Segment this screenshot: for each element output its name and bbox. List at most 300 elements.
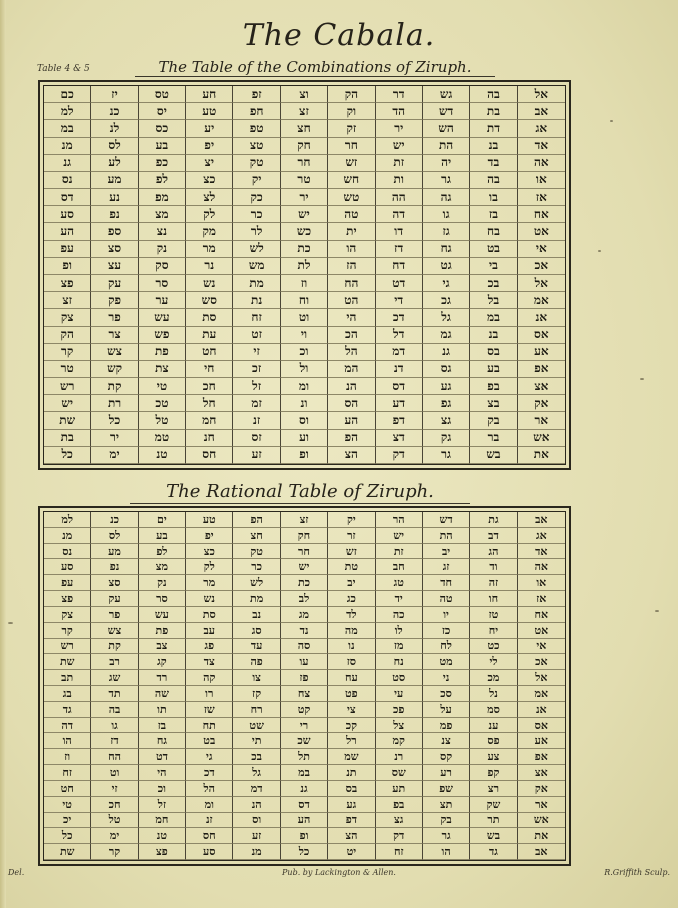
table-cell: פצ (44, 591, 91, 607)
table-cell: חס (186, 447, 233, 464)
table-cell: בס (328, 781, 375, 797)
table-cell: אג (518, 120, 565, 137)
table-cell: גח (139, 733, 186, 749)
table-cell: הט (328, 292, 375, 309)
table-cell: בפ (376, 797, 423, 813)
table-cell: גנ (423, 344, 470, 361)
table-cell: אה (518, 559, 565, 575)
table-cell: אש (518, 813, 565, 829)
table-cell: וכ (281, 344, 328, 361)
table-cell: אב (518, 103, 565, 120)
table-cell: ספ (91, 223, 138, 240)
table-cell: שמ (328, 749, 375, 765)
table-cell: הד (376, 103, 423, 120)
table-cell: גר (423, 172, 470, 189)
table-cell: חר (328, 138, 375, 155)
table-cell: זס (233, 430, 280, 447)
table-cell: חר (281, 155, 328, 172)
table-cell: דש (423, 103, 470, 120)
table-cell: טכ (139, 395, 186, 412)
table-cell: חצ (281, 120, 328, 137)
table-cell: בה (470, 86, 517, 103)
table-cell: גד (470, 844, 517, 860)
table-cell: דל (376, 327, 423, 344)
table-cell: חו (470, 591, 517, 607)
table-cell: רי (281, 718, 328, 734)
table-cell: קת (91, 639, 138, 655)
table-cell: עפ (44, 575, 91, 591)
table-cell: קז (233, 686, 280, 702)
table-cell: אמ (518, 292, 565, 309)
table-cell: לי (470, 654, 517, 670)
table-cell: לר (233, 223, 280, 240)
table-cell: עק (91, 275, 138, 292)
table-cell: זנ (233, 412, 280, 429)
table-cell: אח (518, 607, 565, 623)
table-cell: תי (233, 733, 280, 749)
table-cell: רת (91, 395, 138, 412)
table-cell: טי (139, 378, 186, 395)
table-cell: בת (44, 430, 91, 447)
table-cell: אנ (518, 702, 565, 718)
table-cell: כר (233, 206, 280, 223)
table-cell: אצ (518, 765, 565, 781)
table-cell: טע (186, 103, 233, 120)
table-cell: בט (186, 733, 233, 749)
table-cell: בו (470, 189, 517, 206)
table-cell: סג (233, 623, 280, 639)
table-cell: ני (423, 670, 470, 686)
table-cell: צל (376, 718, 423, 734)
table-cell: דק (376, 447, 423, 464)
table-cell: או (518, 172, 565, 189)
table-cell: צנ (423, 733, 470, 749)
table-cell: סע (44, 206, 91, 223)
table-cell: גט (423, 258, 470, 275)
table-cell: פז (281, 670, 328, 686)
table-cell: גת (470, 512, 517, 528)
table-cell: פצ (44, 275, 91, 292)
table-cell: שת (44, 654, 91, 670)
table-cell: חט (186, 344, 233, 361)
table-cell: יפ (186, 528, 233, 544)
table-cell: כצ (186, 172, 233, 189)
table-cell: קה (186, 670, 233, 686)
table-cell: במ (281, 765, 328, 781)
table-cell: זע (233, 828, 280, 844)
table-cell: כל (281, 844, 328, 860)
table-cell: בט (470, 241, 517, 258)
table2-title: The Rational Table of Ziruph. (130, 481, 470, 504)
table-cell: הק (328, 86, 375, 103)
table-cell: לס (91, 138, 138, 155)
table-cell: נס (44, 172, 91, 189)
table-cell: לב (281, 591, 328, 607)
table-cell: שת (44, 844, 91, 860)
table-cell: כה (376, 607, 423, 623)
table-cell: יר (376, 120, 423, 137)
table-cell: יש (376, 528, 423, 544)
table-cell: פק (91, 292, 138, 309)
footer-engraver: R.Griffith Sculp. (604, 868, 670, 877)
table-cell: גי (186, 749, 233, 765)
table-cell: כט (470, 639, 517, 655)
table-cell: טה (328, 206, 375, 223)
table-cell: פכ (376, 702, 423, 718)
table-cell: נק (139, 241, 186, 258)
table-cell: אק (518, 395, 565, 412)
table-cell: רו (186, 686, 233, 702)
table-cell: דמ (376, 344, 423, 361)
table-cell: מט (423, 654, 470, 670)
table-cell: יפ (186, 138, 233, 155)
table-cell: בי (470, 258, 517, 275)
table-cell: אד (518, 138, 565, 155)
table-cell: מנ (233, 844, 280, 860)
table-cell: גפ (423, 395, 470, 412)
table-cell: טמ (139, 430, 186, 447)
table-cell: יש (281, 559, 328, 575)
table-cell: וצ (281, 86, 328, 103)
table-cell: תצ (423, 797, 470, 813)
table-cell: רש (44, 639, 91, 655)
table-cell: צק (44, 309, 91, 326)
table-cell: שפ (423, 781, 470, 797)
table-cell: יס (139, 103, 186, 120)
table-cell: בת (470, 103, 517, 120)
table-cell: גה (423, 189, 470, 206)
table-cell: וט (91, 765, 138, 781)
table-cell: כל (44, 828, 91, 844)
table-cell: מק (186, 223, 233, 240)
table-cell: וח (281, 292, 328, 309)
table-cell: וז (281, 275, 328, 292)
table-cell: עצ (91, 258, 138, 275)
table-cell: ענ (470, 718, 517, 734)
table-cell: צי (328, 702, 375, 718)
table-cell: דס (281, 797, 328, 813)
table-cell: הל (186, 781, 233, 797)
paper-speck (640, 378, 644, 380)
table-cell: דר (376, 86, 423, 103)
table-cell: טפ (233, 120, 280, 137)
table-cell: גכ (423, 292, 470, 309)
table-cell: דת (470, 120, 517, 137)
table-cell: זמ (233, 395, 280, 412)
table-cell: פת (139, 623, 186, 639)
table-cell: לד (328, 607, 375, 623)
table-cell: סה (281, 639, 328, 655)
table-cell: הפ (328, 430, 375, 447)
table-cell: ונ (281, 395, 328, 412)
table-cell: טג (376, 575, 423, 591)
table-cell: רע (423, 765, 470, 781)
table-cell: דו (376, 223, 423, 240)
table-cell: אח (518, 206, 565, 223)
table-cell: וי (281, 327, 328, 344)
table-reference: Table 4 & 5 (37, 64, 90, 74)
table-cell: טק (233, 155, 280, 172)
table-cell: טצ (233, 138, 280, 155)
table-cell: אצ (518, 378, 565, 395)
table-cell: תע (376, 781, 423, 797)
table-cell: תד (91, 686, 138, 702)
table-cell: בכ (233, 749, 280, 765)
table-cell: חע (186, 86, 233, 103)
table-cell: זע (233, 447, 280, 464)
table-cell: יק (328, 512, 375, 528)
table-cell: הח (91, 749, 138, 765)
table-cell: עפ (44, 241, 91, 258)
table-cell: יש (281, 206, 328, 223)
table-cell: לו (376, 623, 423, 639)
rational-table-frame (38, 506, 571, 866)
table-cell: הע (328, 412, 375, 429)
table-cell: רל (328, 733, 375, 749)
table-cell: דצ (376, 430, 423, 447)
table-cell: הצ (328, 828, 375, 844)
table-cell: רח (233, 702, 280, 718)
table-cell: וע (281, 430, 328, 447)
table-cell: וס (281, 412, 328, 429)
table-cell: שז (186, 702, 233, 718)
table-cell: נד (281, 623, 328, 639)
table-cell: זש (328, 155, 375, 172)
table-cell: אע (518, 733, 565, 749)
table-cell: הו (44, 733, 91, 749)
table-cell: תח (186, 718, 233, 734)
table-cell: מצ (139, 206, 186, 223)
table-cell: המ (328, 361, 375, 378)
table-cell: זפ (233, 86, 280, 103)
table-cell: אנ (518, 309, 565, 326)
table-cell: זצ (281, 103, 328, 120)
table-cell: כק (233, 189, 280, 206)
table-cell: יח (470, 623, 517, 639)
table-cell: כל (44, 447, 91, 464)
table-cell: אע (518, 344, 565, 361)
table-cell: טנ (139, 447, 186, 464)
table-cell: עב (186, 623, 233, 639)
table-cell: כל (91, 412, 138, 429)
table-cell: אט (518, 223, 565, 240)
table-cell: אב (518, 844, 565, 860)
table-cell: אס (518, 327, 565, 344)
table-cell: הע (281, 813, 328, 829)
table-cell: תנ (328, 765, 375, 781)
table-cell: דה (44, 718, 91, 734)
table-cell: לפ (139, 172, 186, 189)
table-cell: הת (423, 528, 470, 544)
paper-speck (610, 120, 613, 122)
table-cell: הז (328, 258, 375, 275)
table-cell: סק (139, 258, 186, 275)
table-cell: יר (91, 430, 138, 447)
table-cell: טי (44, 797, 91, 813)
table-cell: דה (376, 206, 423, 223)
table-cell: כת (281, 241, 328, 258)
table-cell: עו (281, 654, 328, 670)
table-cell: בל (470, 292, 517, 309)
table-cell: טר (281, 172, 328, 189)
table-cell: דב (470, 528, 517, 544)
table-cell: את (518, 447, 565, 464)
table-cell: יר (281, 189, 328, 206)
table-cell: זק (328, 120, 375, 137)
table-cell: סש (186, 292, 233, 309)
footer-publisher: Pub. by Lackington & Allen. (282, 868, 396, 877)
table-cell: לח (423, 639, 470, 655)
table-cell: הל (328, 344, 375, 361)
table-cell: וד (470, 559, 517, 575)
table-cell: אט (518, 623, 565, 639)
table-cell: לע (91, 155, 138, 172)
table-cell: יב (328, 575, 375, 591)
table-cell: שק (470, 797, 517, 813)
table-cell: חכ (91, 797, 138, 813)
table-cell: דז (376, 241, 423, 258)
table-cell: כם (44, 86, 91, 103)
table-cell: נח (376, 654, 423, 670)
table-cell: הצ (328, 447, 375, 464)
table-cell: מת (233, 275, 280, 292)
table-cell: הע (44, 223, 91, 240)
table-cell: גע (328, 797, 375, 813)
table-cell: דמ (233, 781, 280, 797)
table-cell: הק (44, 327, 91, 344)
table-cell: פר (91, 309, 138, 326)
table-cell: רש (44, 378, 91, 395)
table-cell: יכ (44, 813, 91, 829)
table-cell: בה (91, 702, 138, 718)
table-cell: כז (423, 623, 470, 639)
table-cell: עד (233, 639, 280, 655)
table-cell: קר (44, 623, 91, 639)
table-cell: צד (186, 654, 233, 670)
table-cell: גש (423, 86, 470, 103)
table-cell: רצ (470, 781, 517, 797)
table-cell: כג (328, 591, 375, 607)
table-cell: בצ (470, 395, 517, 412)
table-cell: יט (328, 844, 375, 860)
table-cell: ופ (44, 258, 91, 275)
table1-title: The Table of the Combinations of Ziruph. (135, 58, 495, 77)
table-cell: אש (518, 430, 565, 447)
table-cell: זח (233, 309, 280, 326)
table-cell: זצ (44, 292, 91, 309)
table-cell: פט (328, 686, 375, 702)
table-cell: עש (139, 309, 186, 326)
table-cell: נש (186, 275, 233, 292)
table-cell: בפ (470, 378, 517, 395)
table-cell: הש (423, 120, 470, 137)
table-cell: אה (518, 155, 565, 172)
table-cell: בר (470, 430, 517, 447)
table-cell: טה (423, 591, 470, 607)
table-cell: אפ (518, 749, 565, 765)
table-cell: בע (470, 361, 517, 378)
table-cell: צש (91, 344, 138, 361)
table-cell: אמ (518, 686, 565, 702)
table-cell: לק (186, 559, 233, 575)
table-cell: קג (139, 654, 186, 670)
table-cell: אס (518, 718, 565, 734)
table-cell: דט (376, 275, 423, 292)
table-cell: תב (44, 670, 91, 686)
table-cell: מת (233, 591, 280, 607)
table-cell: לש (233, 241, 280, 258)
table-cell: זט (233, 327, 280, 344)
table-cell: זש (328, 544, 375, 560)
table-cell: דכ (376, 309, 423, 326)
paper-speck (8, 622, 13, 624)
table-cell: מה (328, 623, 375, 639)
table-cell: אג (518, 528, 565, 544)
table-cell: לק (186, 206, 233, 223)
table-cell: אל (518, 86, 565, 103)
table-cell: שכ (281, 733, 328, 749)
table-cell: בנ (470, 138, 517, 155)
table-cell: צב (139, 639, 186, 655)
table-cell: ומ (281, 378, 328, 395)
table-cell: חכ (186, 378, 233, 395)
table-cell: זת (376, 155, 423, 172)
table-cell: הי (328, 309, 375, 326)
table-cell: גר (423, 828, 470, 844)
table-cell: לנ (91, 120, 138, 137)
table-cell: וכ (139, 781, 186, 797)
footer-delineator: Del. (8, 868, 25, 877)
table-cell: חנ (186, 430, 233, 447)
table-cell: זצ (281, 512, 328, 528)
table-cell: קר (44, 344, 91, 361)
table-cell: דט (139, 749, 186, 765)
table-cell: יד (376, 591, 423, 607)
table-cell: מנ (44, 528, 91, 544)
table-cell: טע (186, 512, 233, 528)
table-cell: קס (423, 749, 470, 765)
table-cell: ער (139, 292, 186, 309)
table-cell: זח (376, 844, 423, 860)
table-cell: זי (233, 344, 280, 361)
table-cell: תל (281, 749, 328, 765)
table-cell: וק (328, 103, 375, 120)
table-cell: נל (470, 686, 517, 702)
table-cell: זכ (233, 361, 280, 378)
table-cell: נת (233, 292, 280, 309)
table-cell: הנ (328, 378, 375, 395)
table-cell: סת (186, 607, 233, 623)
table-cell: זג (423, 559, 470, 575)
table-cell: במ (470, 309, 517, 326)
table-cell: הו (328, 241, 375, 258)
table-cell: סע (44, 559, 91, 575)
table-cell: סע (186, 844, 233, 860)
table-cell: יה (423, 155, 470, 172)
table-cell: וז (44, 749, 91, 765)
table-cell: כס (139, 120, 186, 137)
table-cell: קט (281, 702, 328, 718)
table-cell: ימ (91, 447, 138, 464)
table-cell: בע (139, 528, 186, 544)
table-cell: צע (470, 749, 517, 765)
table-cell: גנ (281, 781, 328, 797)
table-cell: נס (44, 544, 91, 560)
table-cell: ות (376, 172, 423, 189)
table-cell: חר (281, 544, 328, 560)
table-cell: ית (328, 223, 375, 240)
table-cell: גח (423, 241, 470, 258)
